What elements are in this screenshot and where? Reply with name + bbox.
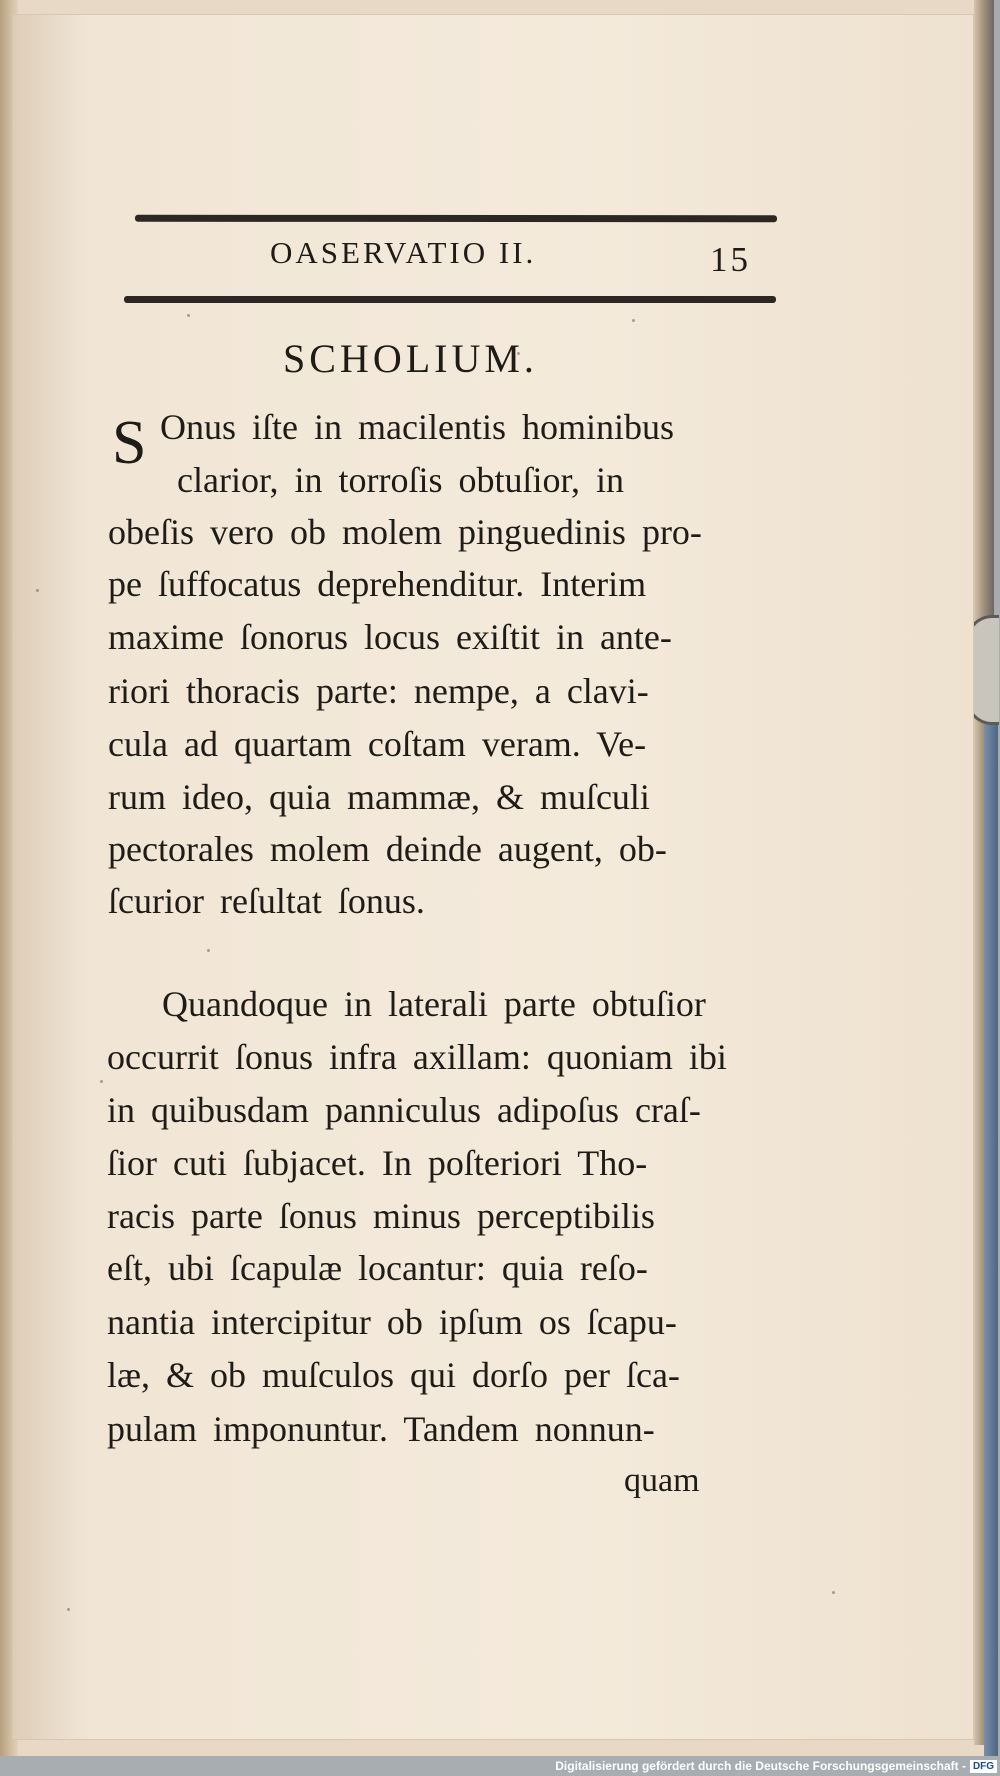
text-line: Quandoque in laterali parte obtuſior — [162, 984, 706, 1024]
printed-page — [12, 14, 974, 1740]
paper-speck — [207, 949, 210, 952]
text-line: læ, & ob muſculos qui dorſo per ſca- — [107, 1355, 680, 1395]
text-line: clarior, in torroſis obtuſior, in — [177, 460, 625, 500]
digitization-credit: Digitalisierung gefördert durch die Deutsche Forschungsgemeinschaft - — [555, 1759, 966, 1773]
drop-initial: S — [112, 409, 147, 477]
paper-speck — [187, 314, 190, 317]
text-line: obeſis vero ob molem pinguedinis pro- — [108, 512, 702, 552]
paper-speck — [100, 1080, 103, 1083]
text-line: pe ſuffocatus deprehenditur. Interim — [108, 564, 647, 604]
text-line: ſcurior reſultat ſonus. — [108, 881, 425, 921]
paper-speck — [832, 1591, 835, 1594]
dfg-logo: DFG — [970, 1760, 997, 1773]
paper-speck — [36, 589, 39, 592]
paper-speck — [67, 1608, 70, 1611]
text-line: in quibusdam panniculus adipoſus craſ- — [107, 1090, 701, 1130]
text-line: cula ad quartam coſtam veram. Ve- — [108, 724, 647, 764]
text-line: pulam imponuntur. Tandem nonnun- — [107, 1409, 655, 1449]
text-line: Onus iſte in macilentis hominibus — [160, 407, 674, 447]
text-line: occurrit ſonus infra axillam: quoniam ibi — [107, 1037, 727, 1077]
text-line: rum ideo, quia mammæ, & muſculi — [108, 777, 650, 817]
page-number: 15 — [710, 240, 751, 279]
text-line: maxime ſonorus locus exiſtit in ante- — [108, 617, 672, 657]
section-title: SCHOLIUM. — [283, 336, 538, 381]
text-line: riori thoracis parte: nempe, a clavi- — [108, 671, 649, 711]
text-line: pectorales molem deinde augent, ob- — [108, 829, 667, 869]
text-line: ſior cuti ſubjacet. In poſteriori Tho- — [107, 1143, 648, 1183]
header-bottom-rule — [124, 296, 776, 303]
running-head: OASERVATIO II. — [270, 235, 537, 270]
text-line: racis parte ſonus minus perceptibilis — [107, 1196, 655, 1236]
blue-cover-edge — [984, 640, 998, 1760]
text-line: nantia intercipitur ob ipſum os ſcapu- — [107, 1302, 677, 1342]
catchword: quam — [624, 1462, 700, 1499]
text-line: eſt, ubi ſcapulæ locantur: quia reſo- — [107, 1248, 648, 1288]
header-top-rule — [135, 215, 777, 223]
paper-speck — [632, 319, 635, 322]
